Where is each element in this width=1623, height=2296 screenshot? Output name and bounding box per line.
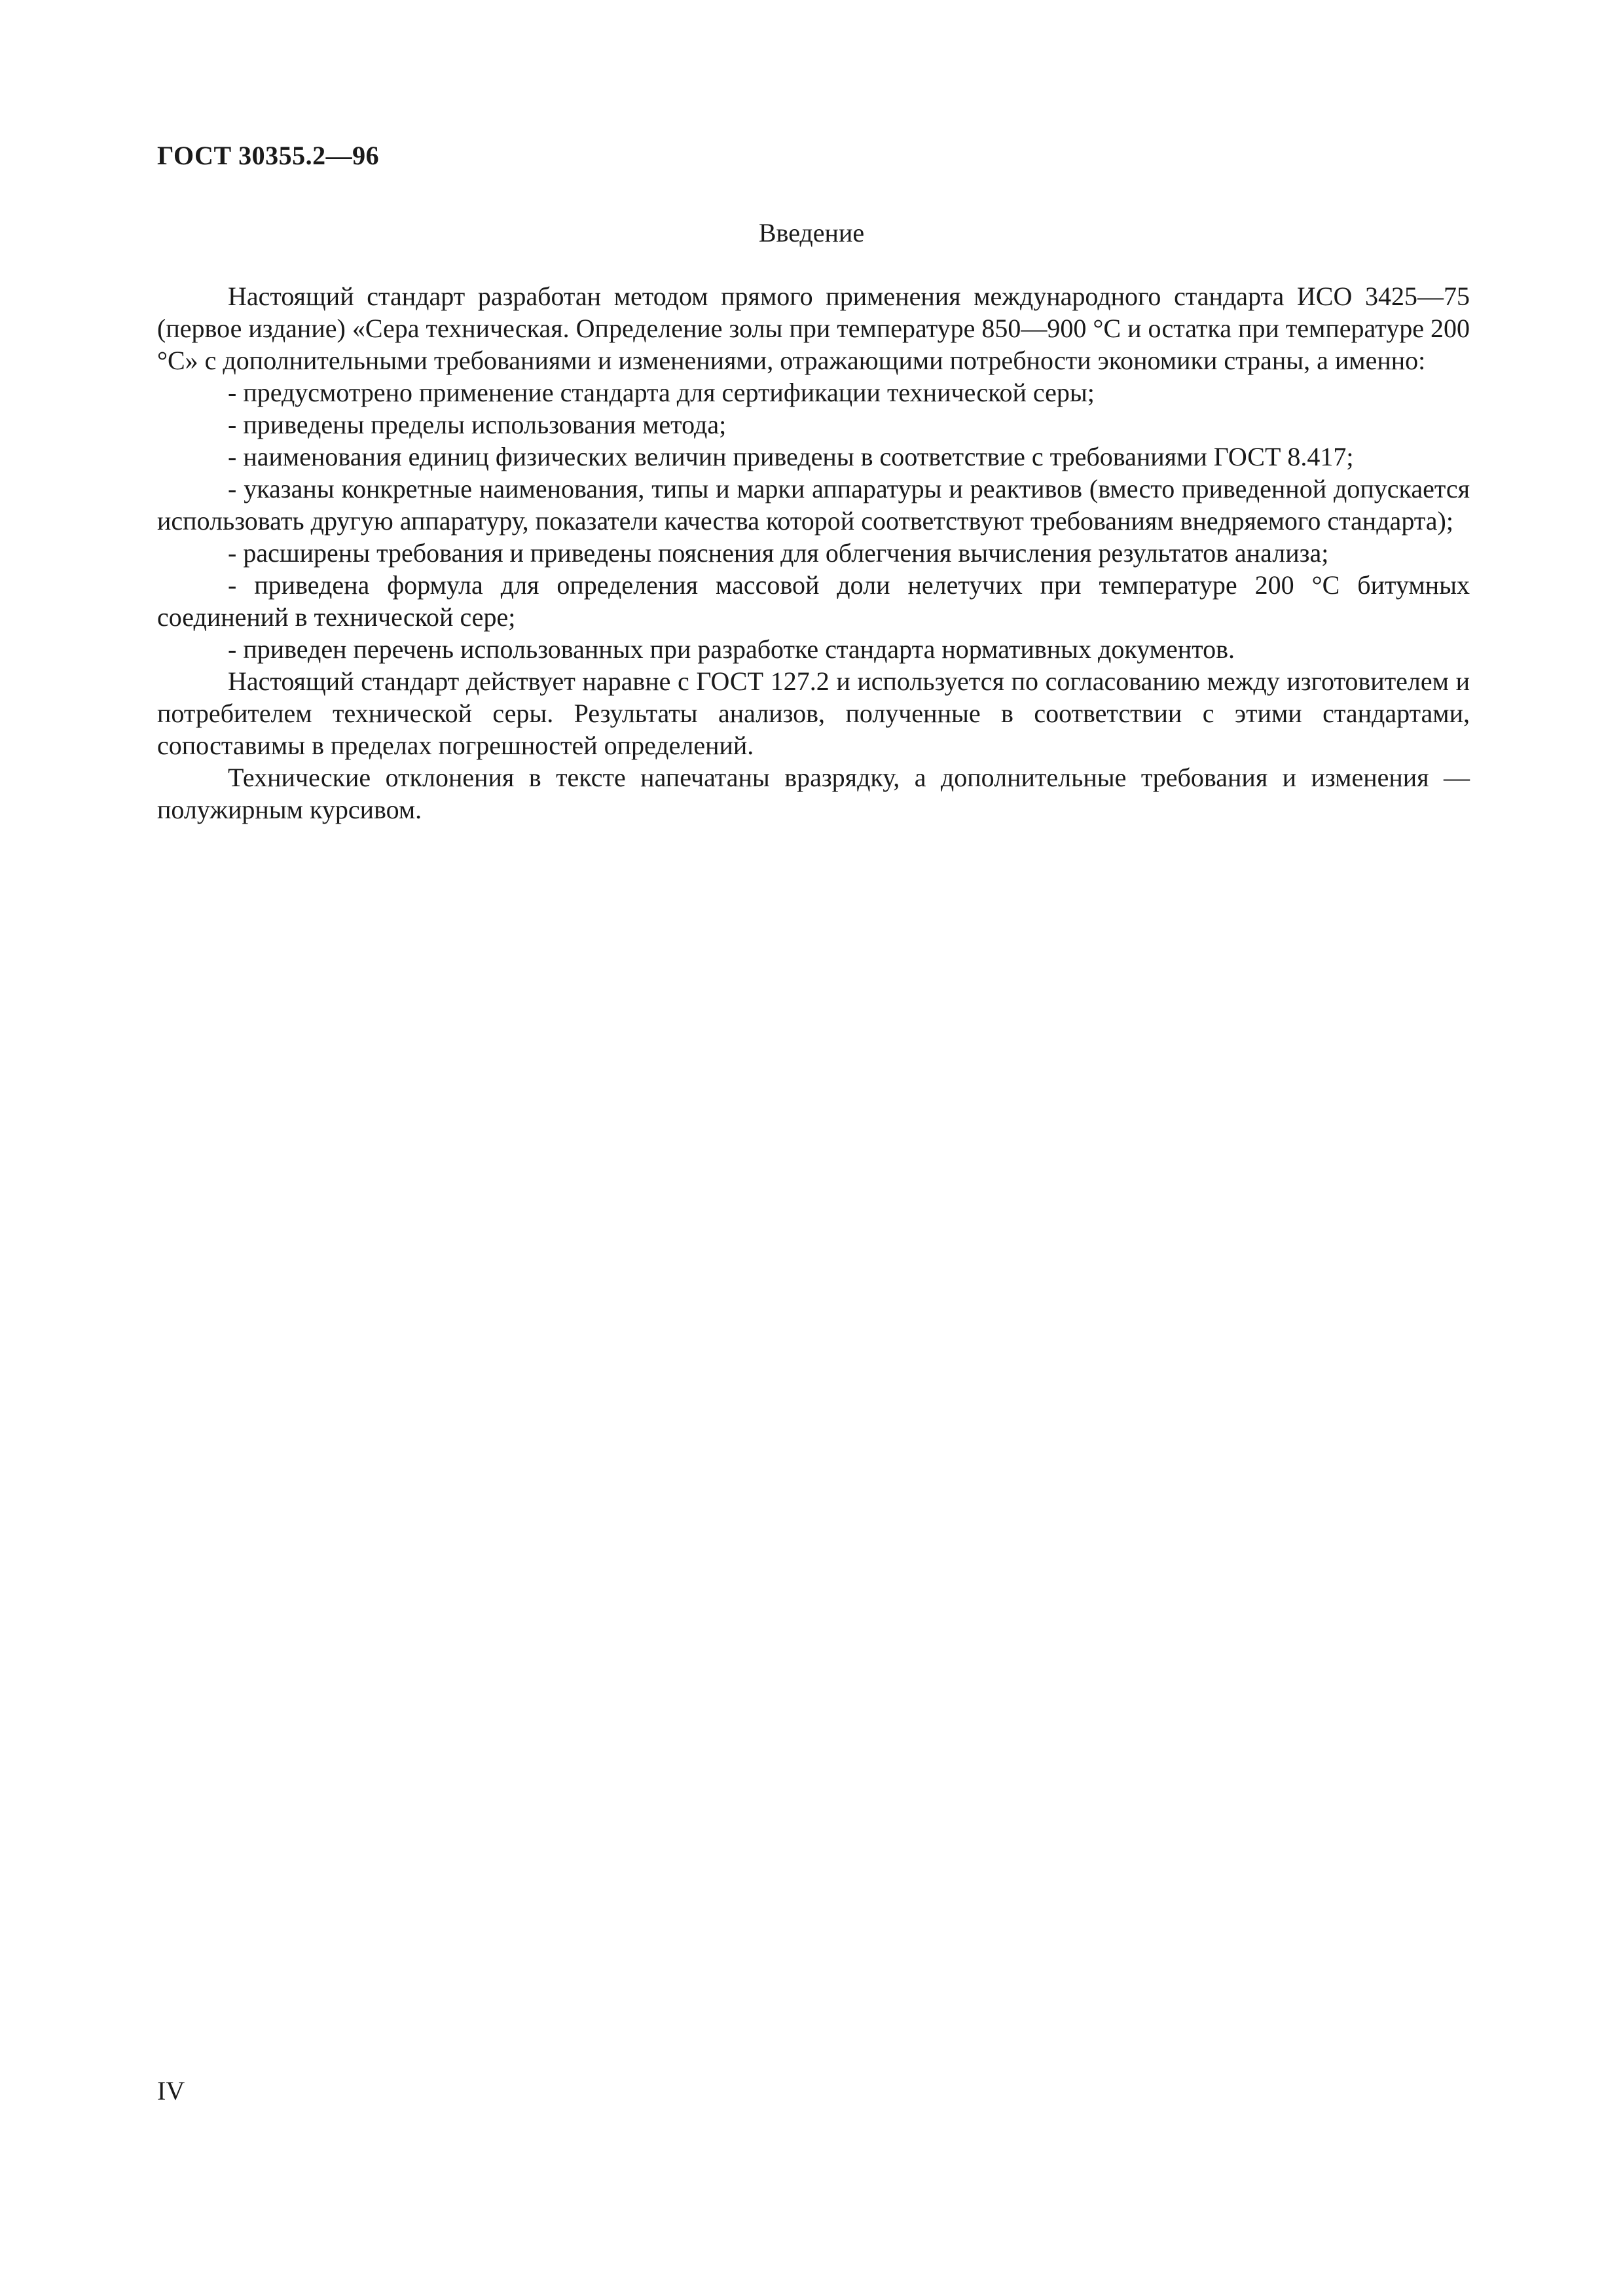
paragraph-equivalence: Настоящий стандарт действует наравне с ГОСТ 127.2 и используется по согласованию между изготовителем и потребителем технической серы. Результаты анализов, полученные в соответствии с этими стандартами, сопоставимы в пределах погрешностей определений.: [157, 666, 1470, 760]
list-item-method-limits: - приведены пределы использования метода;: [228, 410, 727, 439]
page-number: IV: [157, 2076, 185, 2105]
list-item-references: - приведен перечень использованных при разработке стандарта нормативных документов.: [228, 634, 1235, 664]
document-id: ГОСТ 30355.2—96: [157, 141, 380, 170]
introduction-body: [157, 280, 1470, 826]
list-item-apparatus: - указаны конкретные наименования, типы и марки аппаратуры и реактивов (вместо приведенной допускается использовать другую аппаратуру, показатели качества которой соответствуют требованиям внедряемого стандарта);: [157, 474, 1470, 536]
list-item-formula: - приведена формула для определения массовой доли нелетучих при температуре 200 °С битумных соединений в технической сере;: [157, 570, 1470, 632]
list-item-units: - наименования единиц физических величин приведены в соответствие с требованиями ГОСТ 8.417;: [228, 442, 1354, 471]
section-title: Введение: [758, 218, 865, 247]
list-item-requirements: - расширены требования и приведены пояснения для облегчения вычисления результатов анализа;: [228, 538, 1329, 568]
paragraph-deviations: Технические отклонения в тексте напечатаны вразрядку, а дополнительные требования и изменения — полужирным курсивом.: [157, 763, 1470, 824]
list-item-certification: - предусмотрено применение стандарта для сертификации технической серы;: [228, 378, 1095, 407]
paragraph-intro: Настоящий стандарт разработан методом прямого применения международного стандарта ИСО 3425—75 (первое издание) «Сера техническая. Определение золы при температуре 850—900 °С и остатка при температуре 200 °С» с дополнительными требованиями и изменениями, отражающими потребности экономики страны, а именно:: [157, 282, 1470, 375]
